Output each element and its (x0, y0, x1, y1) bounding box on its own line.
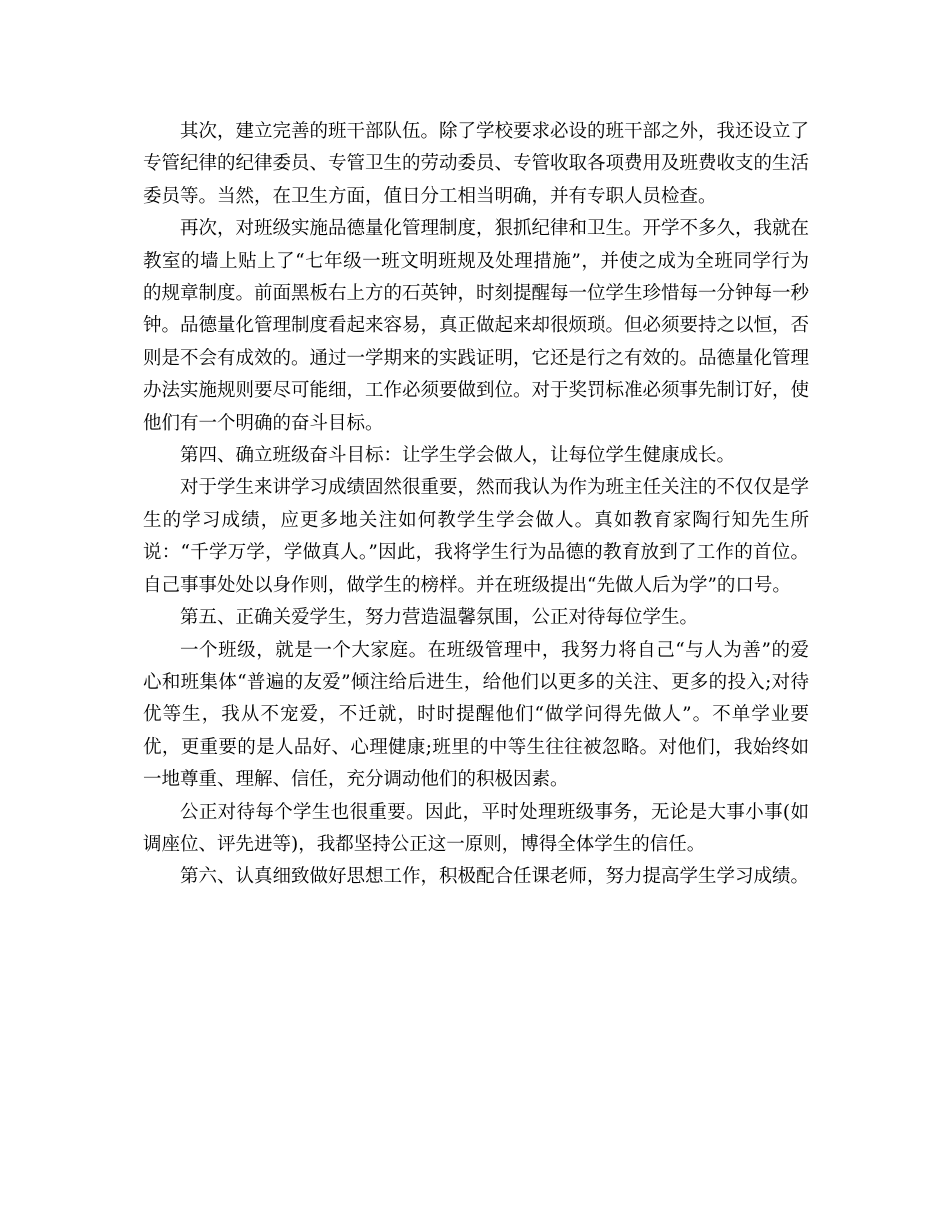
paragraph-moral-quantification: 再次，对班级实施品德量化管理制度，狠抓纪律和卫生。开学不多久，我就在教室的墙上贴上了“七年级一班文明班规及处理措施”，并使之成为全班同学行为的规章制度。前面黑板右上方的石英钟，时刻提醒每一位学生珍惜每一分钟每一秒钟。品德量化管理制度看起来容易，真正做起来却很烦琐。但必须要持之以恒，否则是不会有成效的。通过一学期来的实践证明，它还是行之有效的。品德量化管理办法实施规则要尽可能细，工作必须要做到位。对于奖罚标准必须事先制订好，使他们有一个明确的奋斗目标。 (143, 218, 810, 434)
paragraph-heading-fourth: 第四、确立班级奋斗目标：让学生学会做人，让每位学生健康成长。 (180, 445, 736, 467)
paragraph-class-cadres: 其次，建立完善的班干部队伍。除了学校要求必设的班干部之外，我还设立了专管纪律的纪律委员、专管卫生的劳动委员、专管收取各项费用及班费收支的生活委员等。当然，在卫生方面，值日分工相当明确，并有专职人员检查。 (143, 121, 810, 207)
paragraph-learn-to-be-human: 对于学生来讲学习成绩固然很重要，然而我认为作为班主任关注的不仅仅是学生的学习成绩，应更多地关注如何教学生学会做人。真如教育家陶行知先生所说：“千学万学，学做真人。”因此，我将学生行为品德的教育放到了工作的首位。自己事事处处以身作则，做学生的榜样。并在班级提出“先做人后为学”的口号。 (143, 477, 810, 596)
paragraph-big-family: 一个班级，就是一个大家庭。在班级管理中，我努力将自己“与人为善”的爱心和班集体“普遍的友爱”倾注给后进生，给他们以更多的关注、更多的投入;对待优等生，我从不宠爱，不迁就，时时提醒他们“做学问得先做人”。不单学业要优，更重要的是人品好、心理健康;班里的中等生往往被忽略。对他们，我始终如一地尊重、理解、信任，充分调动他们的积极因素。 (143, 639, 809, 791)
document-body (143, 116, 809, 894)
paragraph-heading-sixth: 第六、认真细致做好思想工作，积极配合任课老师，努力提高学生学习成绩。 (180, 866, 810, 888)
paragraph-heading-fifth: 第五、正确关爱学生，努力营造温馨氛围，公正对待每位学生。 (180, 607, 699, 629)
paragraph-fairness: 公正对待每个学生也很重要。因此，平时处理班级事务，无论是大事小事(如调座位、评先进等)，我都坚持公正这一原则，博得全体学生的信任。 (143, 801, 809, 855)
